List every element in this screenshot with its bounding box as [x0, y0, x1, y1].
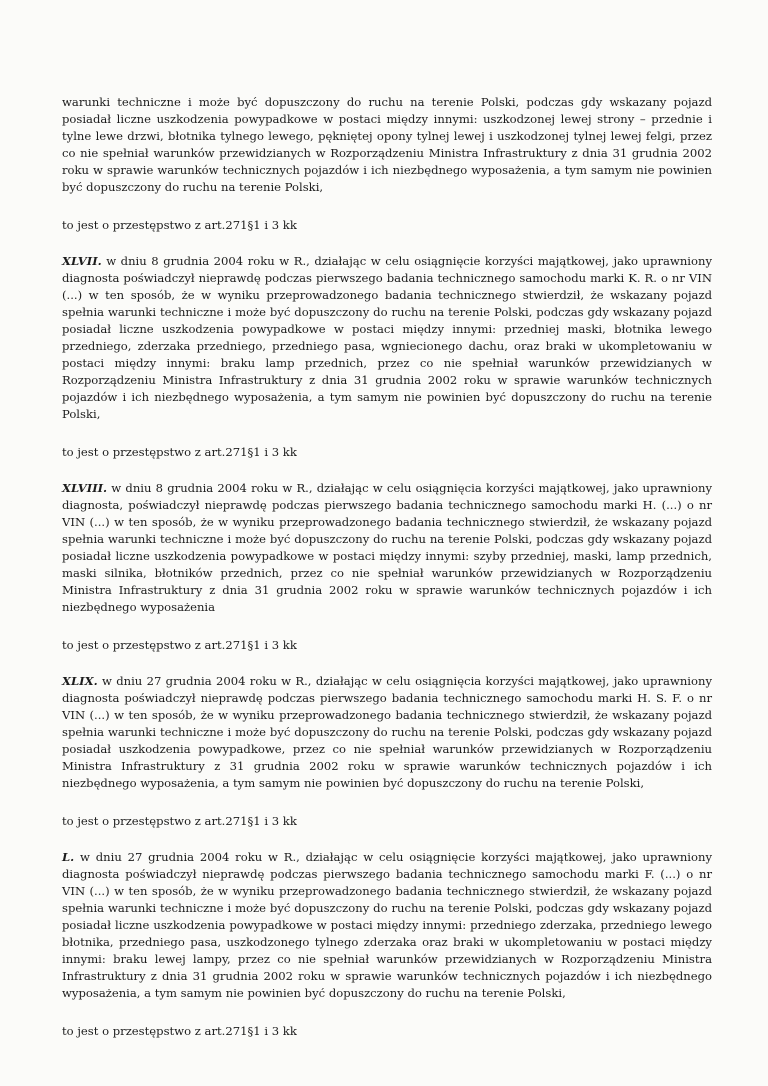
charge-line: to jest o przestępstwo z art.271§1 i 3 kk [62, 1024, 297, 1038]
count-paragraph-l [62, 849, 712, 1002]
charge-line: to jest o przestępstwo z art.271§1 i 3 kk [62, 218, 297, 232]
charge-line: to jest o przestępstwo z art.271§1 i 3 kk [62, 638, 297, 652]
count-number: XLIX. [62, 674, 98, 688]
count-number: XLVII. [62, 254, 102, 268]
charge-line: to jest o przestępstwo z art.271§1 i 3 kk [62, 445, 297, 459]
count-text: w dniu 27 grudnia 2004 roku w R., działając w celu osiągnięcie korzyści majątkowej, jako uprawniony diagnosta poświadczył nieprawdę podczas pierwszego badania technicznego samochodu marki F. (...) o nr VIN (...) w ten sposób, że w wyniku przeprowadzonego badania technicznego stwierdził, że wskazany pojazd spełnia warunki techniczne i może być dopuszczony do ruchu na terenie Polski, podczas gdy wskazany pojazd posiadał liczne uszkodzenia powypadkowe w postaci między innymi: przedniego zderzaka, przedniego lewego błotnika, przedniego pasa, uszkodzonego tylnego zderzaka oraz braki w ukompletowaniu w postaci między innymi: braku lewej lampy, przez co nie spełniał warunków przewidzianych w Rozporządzeniu Ministra Infrastruktury z dnia 31 grudnia 2002 roku w sprawie warunków technicznych pojazdów i ich niezbędnego wyposażenia, a tym samym nie powinien być dopuszczony do ruchu na terenie Polski, [62, 850, 712, 1000]
count-paragraph-xlvii [62, 253, 712, 423]
count-number: XLVIII. [62, 481, 108, 495]
count-number: L. [62, 850, 75, 864]
count-text: w dniu 8 grudnia 2004 roku w R., działając w celu osiągnięcie korzyści majątkowej, jako uprawniony diagnosta poświadczył nieprawdę podczas pierwszego badania technicznego samochodu marki K. R. o nr VIN (...) w ten sposób, że w wyniku przeprowadzonego badania technicznego stwierdził, że wskazany pojazd spełnia warunki techniczne i może być dopuszczony do ruchu na terenie Polski, podczas gdy wskazany pojazd posiadał liczne uszkodzenia powypadkowe w postaci między innymi: przedniej maski, błotnika lewego przedniego, zderzaka przedniego, przedniego pasa, wgniecionego dachu, oraz braki w ukompletowaniu w postaci między innymi: braku lamp przednich, przez co nie spełniał warunków przewidzianych w Rozporządzeniu Ministra Infrastruktury z dnia 31 grudnia 2002 roku w sprawie warunków technicznych pojazdów i ich niezbędnego wyposażenia, a tym samym nie powinien być dopuszczony do ruchu na terenie Polski, [62, 254, 712, 421]
count-paragraph-xlix [62, 673, 712, 792]
count-text: w dniu 8 grudnia 2004 roku w R., działając w celu osiągnięcia korzyści majątkowej, jako uprawniony diagnosta, poświadczył nieprawdę podczas pierwszego badania technicznego samochodu marki H. (...) o nr VIN (...) w ten sposób, że w wyniku przeprowadzonego badania technicznego stwierdził, że wskazany pojazd spełnia warunki techniczne i może być dopuszczony do ruchu na terenie Polski, podczas gdy wskazany pojazd posiadał liczne uszkodzenia powypadkowe w postaci między innymi: szyby przedniej, maski, lamp przednich, maski silnika, błotników przednich, przez co nie spełniał warunków przewidzianych w Rozporządzeniu Ministra Infrastruktury z dnia 31 grudnia 2002 roku w sprawie warunków technicznych pojazdów i ich niezbędnego wyposażenia [62, 481, 712, 614]
charge-line: to jest o przestępstwo z art.271§1 i 3 kk [62, 814, 297, 828]
count-text: w dniu 27 grudnia 2004 roku w R., działając w celu osiągnięcia korzyści majątkowej, jako uprawniony diagnosta poświadczył nieprawdę podczas pierwszego badania technicznego samochodu marki H. S. F. o nr VIN (...) w ten sposób, że w wyniku przeprowadzonego badania technicznego stwierdził, że wskazany pojazd spełnia warunki techniczne i może być dopuszczony do ruchu na terenie Polski, podczas gdy wskazany pojazd posiadał uszkodzenia powypadkowe, przez co nie spełniał warunków przewidzianych w Rozporządzeniu Ministra Infrastruktury z 31 grudnia 2002 roku w sprawie warunków technicznych pojazdów i ich niezbędnego wyposażenia, a tym samym nie powinien być dopuszczony do ruchu na terenie Polski, [62, 674, 712, 790]
document-page [62, 94, 712, 1040]
intro-paragraph: warunki techniczne i może być dopuszczony do ruchu na terenie Polski, podczas gdy wskazany pojazd posiadał liczne uszkodzenia powypadkowe w postaci między innymi: uszkodzonej lewej strony – przednie i tylne lewe drzwi, błotnika tylnego lewego, pękniętej opony tylnej lewej i uszkodzonej tylnej lewej felgi, przez co nie spełniał warunków przewidzianych w Rozporządzeniu Ministra Infrastruktury z dnia 31 grudnia 2002 roku w sprawie warunków technicznych pojazdów i ich niezbędnego wyposażenia, a tym samym nie powinien być dopuszczony do ruchu na terenie Polski, [62, 95, 712, 194]
count-paragraph-xlviii [62, 480, 712, 616]
